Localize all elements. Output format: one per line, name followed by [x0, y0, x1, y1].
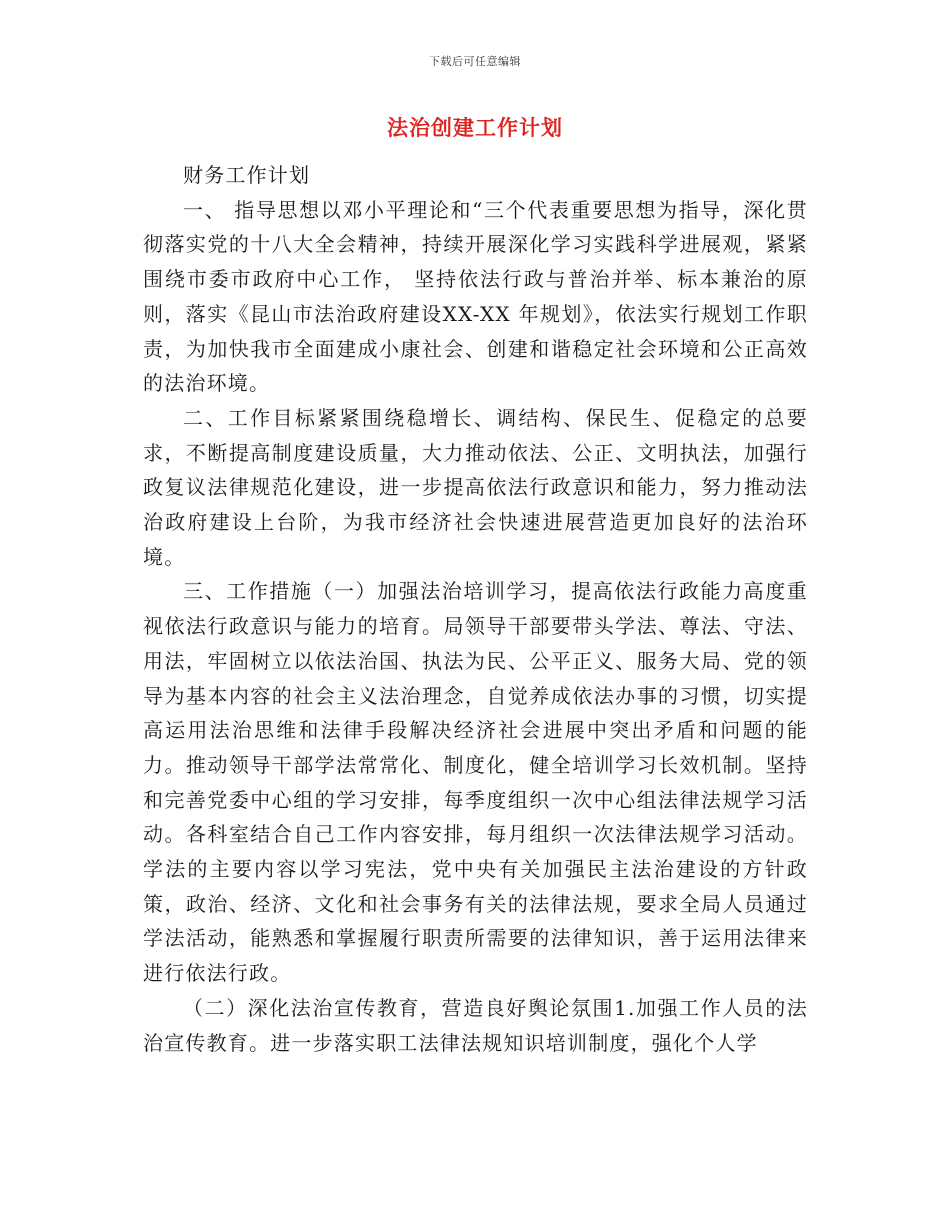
header-note: 下载后可任意编辑 — [429, 55, 521, 68]
paragraph-work-goals: 二、工作目标紧紧围绕稳增长、调结构、保民生、促稳定的总要求，不断提高制度建设质量，大力推动依法、公正、文明执法，加强行政复议法律规范化建设，进一步提高依法行政意识和能力，努力推动法治政府建设上台阶，为我市经济社会快速进展营造更加良好的法治环境。 — [143, 405, 808, 569]
document-body — [143, 158, 808, 1060]
paragraph-work-measures: 三、工作措施（一）加强法治培训学习，提高依法行政能力高度重视依法行政意识与能力的培育。局领导干部要带头学法、尊法、守法、用法，牢固树立以依法治国、执法为民、公平正义、服务大局、党的领导为基本内容的社会主义法治理念，自觉养成依法办事的习惯，切实提高运用法治思维和法律手段解决经济社会进展中突出矛盾和问题的能力。推动领导干部学法常常化、制度化，健全培训学习长效机制。坚持和完善党委中心组的学习安排，每季度组织一次中心组法律法规学习活动。各科室结合自己工作内容安排，每月组织一次法律法规学习活动。学法的主要内容以学习宪法，党中央有关加强民主法治建设的方针政策，政治、经济、文化和社会事务有关的法律法规，要求全局人员通过学法活动，能熟悉和掌握履行职责所需要的法律知识，善于运用法律来进行依法行政。 — [143, 579, 808, 986]
document-title: 法治创建工作计划 — [387, 115, 563, 140]
paragraph-legal-education: （二）深化法治宣传教育，营造良好舆论氛围1.加强工作人员的法治宣传教育。进一步落实职工法律法规知识培训制度，强化个人学 — [143, 995, 808, 1055]
paragraph-guiding-thought: 一、 指导思想以邓小平理论和“三个代表重要思想为指导，深化贯彻落实党的十八大全会精神，持续开展深化学习实践科学进展观，紧紧围绕市委市政府中心工作， 坚持依法行政与普治并举、标本兼治的原则，落实《昆山市法治政府建设XX-XX 年规划》，依法实行规划工作职责，为加快我市全面建成小康社会、创建和谐稳定社会环境和公正高效的法治环境。 — [143, 197, 808, 396]
paragraph-subtitle: 财务工作计划 — [183, 163, 311, 187]
